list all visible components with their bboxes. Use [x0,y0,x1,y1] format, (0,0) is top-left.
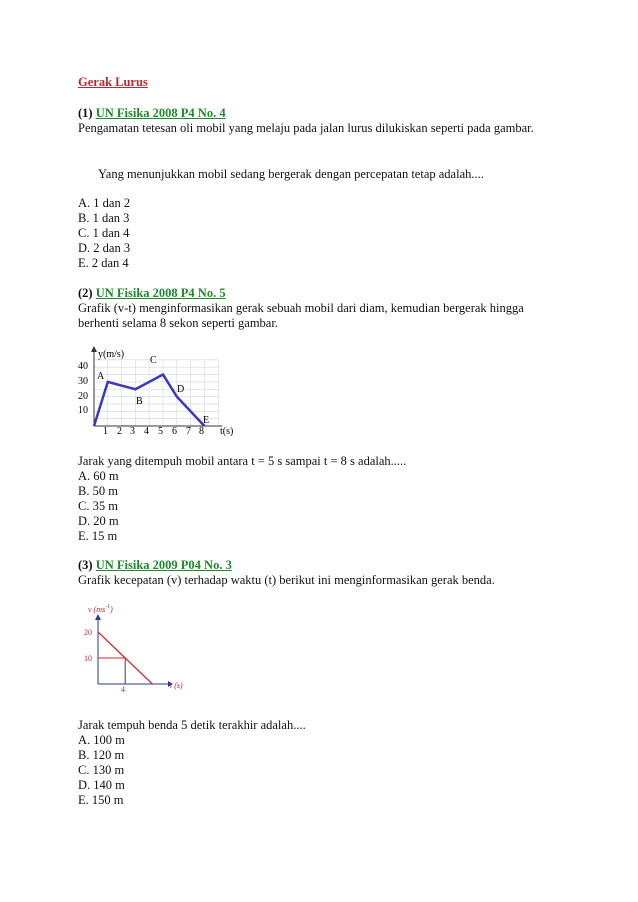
y-axis-label [88,604,113,614]
x-axis-label: t (s) [170,681,183,690]
y-tick-labels [78,361,88,416]
x-tick-labels [103,426,204,437]
question-1-option-a[interactable]: A. 1 dan 2 [78,196,131,210]
x-tick-8: 8 [199,426,204,437]
question-1-number: (1) [78,106,93,120]
question-3-text: Grafik kecepatan (v) terhadap waktu (t) berikut ini menginformasikan gerak benda. [78,573,495,587]
x-tick-5: 5 [158,426,163,437]
velocity-time-graph-q2 [72,343,252,441]
section-title: Gerak Lurus [78,75,148,89]
question-2-option-b[interactable]: B. 50 m [78,484,118,498]
x-tick-4: 4 [144,426,149,437]
question-3-option-e[interactable]: E. 150 m [78,793,124,807]
x-axis-label: t(s) [220,426,234,437]
question-2-text-line-1: Grafik (v-t) menginformasikan gerak sebuah mobil dari diam, kemudian bergerak hingga [78,301,524,315]
question-3-option-d[interactable]: D. 140 m [78,778,125,792]
x-tick-1: 1 [103,426,108,437]
y-label-close: ) [110,605,113,614]
y-label-exp: -1 [105,604,111,610]
x-tick-4: 4 [121,685,125,694]
question-2-header [78,286,226,301]
y-tick-20: 20 [78,391,88,402]
question-2-text-line-2: berhenti selama 8 sekon seperti gambar. [78,316,278,330]
question-1-header [78,106,226,121]
y-tick-40: 40 [78,361,88,372]
question-2-prompt: Jarak yang ditempuh mobil antara t = 5 s sampai t = 8 s adalah..... [78,454,407,468]
question-1-text: Pengamatan tetesan oli mobil yang melaju pada jalan lurus dilukiskan seperti pada gambar. [78,121,534,135]
velocity-time-graph-q3 [80,600,210,698]
x-tick-7: 7 [186,426,191,437]
point-label-c: C [150,355,157,366]
question-2-option-a[interactable]: A. 60 m [78,469,119,483]
point-label-e: E [203,415,210,426]
y-tick-10: 10 [78,405,88,416]
question-2-number: (2) [78,286,93,300]
question-3-number: (3) [78,558,93,572]
x-tick-3: 3 [130,426,135,437]
y-tick-10: 10 [84,654,92,663]
x-tick-6: 6 [172,426,177,437]
graph-grid [94,360,218,426]
question-2-option-c[interactable]: C. 35 m [78,499,118,513]
question-2-option-e[interactable]: E. 15 m [78,529,118,543]
question-1-prompt: Yang menunjukkan mobil sedang bergerak dengan percepatan tetap adalah.... [98,167,484,181]
question-2-option-d[interactable]: D. 20 m [78,514,119,528]
graph-axes [95,614,173,687]
question-1-option-d[interactable]: D. 2 dan 3 [78,241,131,255]
point-labels [97,355,209,426]
y-tick-30: 30 [78,376,88,387]
question-2-link[interactable]: UN Fisika 2008 P4 No. 5 [95,286,226,300]
question-1-link[interactable]: UN Fisika 2008 P4 No. 4 [95,106,226,120]
y-axis-label: y(m/s) [98,349,125,360]
x-tick-2: 2 [117,426,122,437]
question-3-header [78,558,232,573]
question-3-link[interactable]: UN Fisika 2009 P04 No. 3 [95,558,232,572]
question-1-option-b[interactable]: B. 1 dan 3 [78,211,130,225]
y-label-main: v (ms [88,605,106,614]
point-label-b: B [136,396,143,407]
question-3-prompt: Jarak tempuh benda 5 detik terakhir adalah.... [78,718,306,732]
y-axis-arrow [91,346,97,352]
question-3-option-a[interactable]: A. 100 m [78,733,125,747]
question-3-option-c[interactable]: C. 130 m [78,763,125,777]
question-3-option-b[interactable]: B. 120 m [78,748,125,762]
y-axis-arrow [95,614,101,620]
guide-lines [98,658,125,684]
question-1-option-e[interactable]: E. 2 dan 4 [78,256,129,270]
point-label-d: D [177,384,185,395]
point-label-a: A [97,371,105,382]
question-1-option-c[interactable]: C. 1 dan 4 [78,226,130,240]
y-tick-20: 20 [84,628,92,637]
